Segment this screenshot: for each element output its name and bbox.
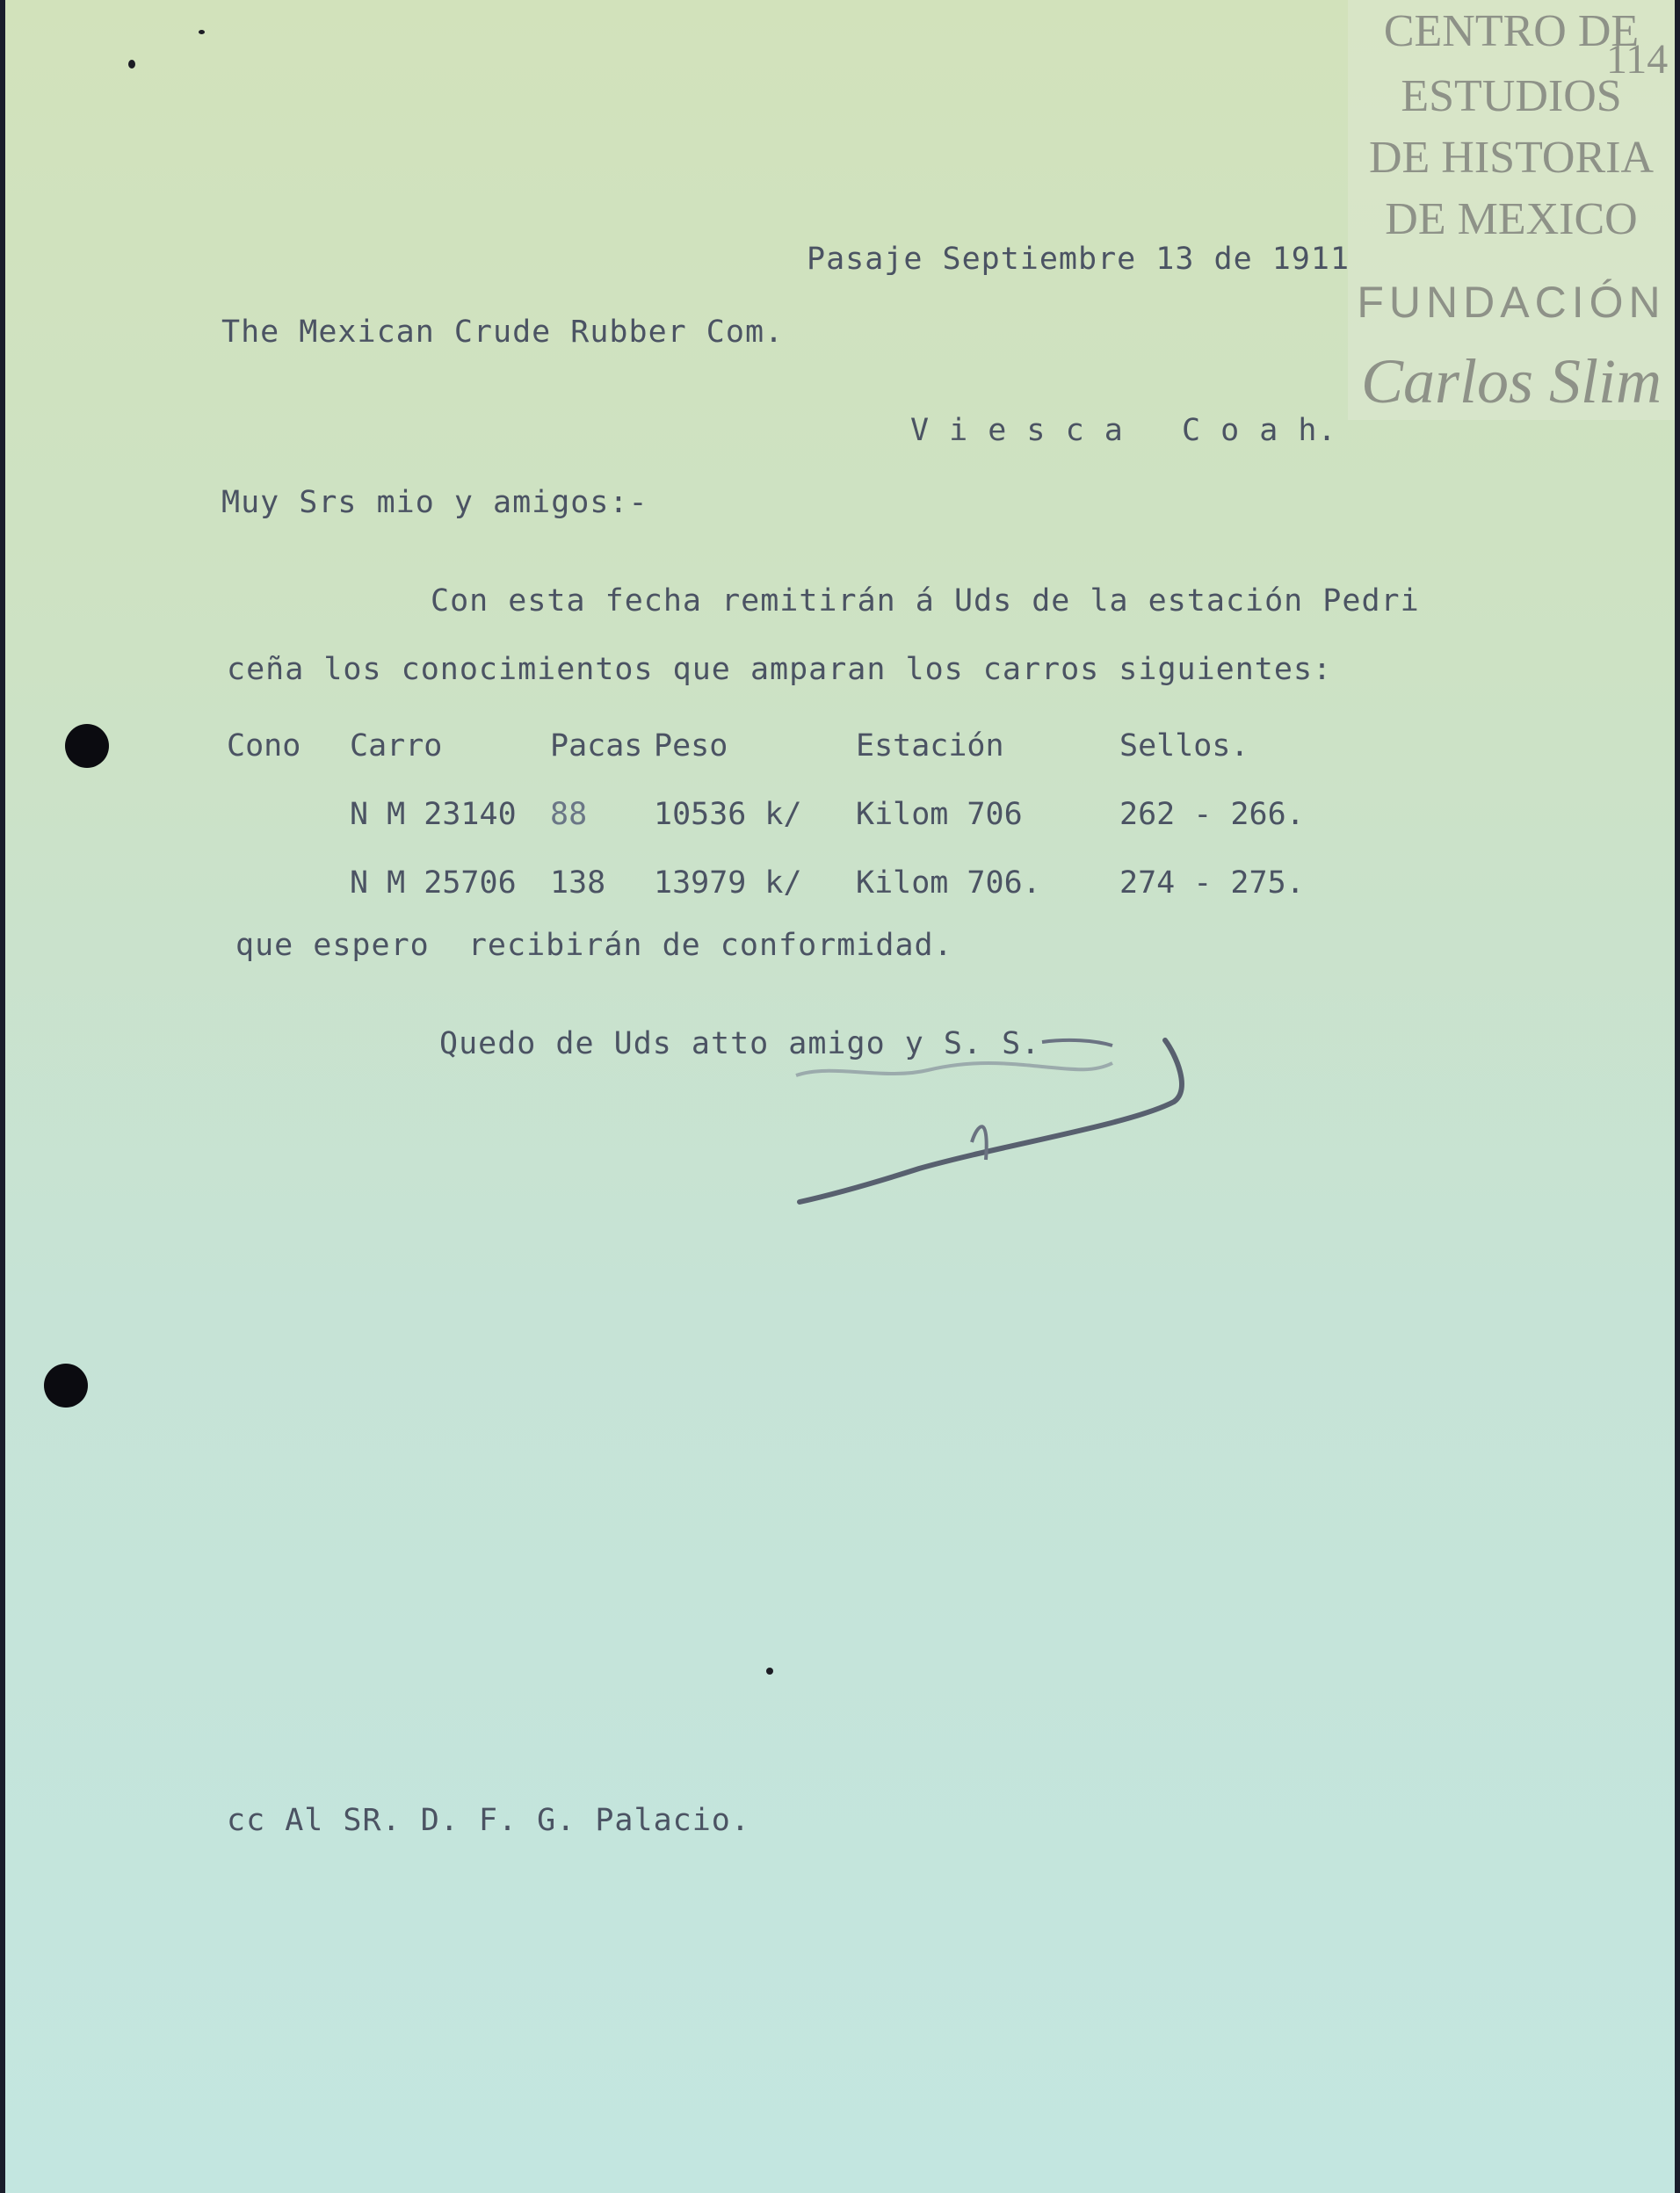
stamp-line: FUNDACIÓN bbox=[1357, 278, 1666, 327]
stamp-line: DE MEXICO bbox=[1385, 194, 1638, 244]
table-cell: Kilom 706 bbox=[856, 797, 1023, 832]
body-line: ceña los conocimientos que amparan los carros siguientes: bbox=[227, 652, 1333, 687]
table-cell: 10536 k/ bbox=[654, 797, 802, 832]
table-header: Carro bbox=[350, 728, 443, 764]
table-cell bbox=[227, 849, 350, 917]
cc-line: cc Al SR. D. F. G. Palacio. bbox=[227, 1803, 750, 1838]
place-date: Pasaje Septiembre 13 de 1911 bbox=[807, 242, 1351, 277]
table-cell: N M 25706 bbox=[350, 865, 517, 901]
handwritten-signature bbox=[778, 1028, 1235, 1212]
salutation: Muy Srs mio y amigos:- bbox=[221, 485, 648, 520]
cars-table bbox=[227, 712, 1322, 917]
ink-speck bbox=[766, 1668, 773, 1675]
stamp-signature: Carlos Slim bbox=[1360, 346, 1662, 416]
stamp-line: CENTRO DE bbox=[1383, 6, 1640, 56]
table-cell: 88 bbox=[550, 797, 588, 832]
page-number: 114 bbox=[1606, 36, 1669, 83]
table-cell: 262 - 266. bbox=[1119, 797, 1305, 832]
ink-speck bbox=[199, 30, 205, 34]
punch-hole bbox=[44, 1364, 88, 1408]
table-cell bbox=[227, 780, 350, 849]
table-header: Peso bbox=[654, 728, 728, 764]
ink-speck bbox=[128, 60, 135, 69]
addressee: The Mexican Crude Rubber Com. bbox=[221, 315, 785, 350]
table-cell: 138 bbox=[550, 865, 606, 901]
table-header-row bbox=[227, 712, 1322, 780]
table-cell: 13979 k/ bbox=[654, 865, 802, 901]
table-header: Pacas bbox=[550, 728, 643, 764]
table-header: Estación bbox=[856, 728, 1004, 764]
body-line: Con esta fecha remitirán á Uds de la estación Pedri bbox=[431, 583, 1420, 619]
letter-page bbox=[5, 0, 1675, 2193]
table-row bbox=[227, 780, 1322, 849]
table-header: Cono bbox=[227, 728, 301, 764]
city: V i e s c a C o a h. bbox=[910, 413, 1337, 448]
stamp-line: DE HISTORIA bbox=[1368, 133, 1655, 183]
stamp-line: ESTUDIOS bbox=[1401, 71, 1622, 121]
punch-hole bbox=[65, 724, 109, 768]
table-cell: N M 23140 bbox=[350, 797, 517, 832]
farewell: Quedo de Uds atto amigo y S. S. bbox=[439, 1026, 1041, 1061]
table-cell: 274 - 275. bbox=[1119, 865, 1305, 901]
table-row bbox=[227, 849, 1322, 917]
closing-line: que espero recibirán de conformidad. bbox=[235, 928, 953, 963]
table-header: Sellos. bbox=[1119, 728, 1249, 764]
table-cell: Kilom 706. bbox=[856, 865, 1041, 901]
